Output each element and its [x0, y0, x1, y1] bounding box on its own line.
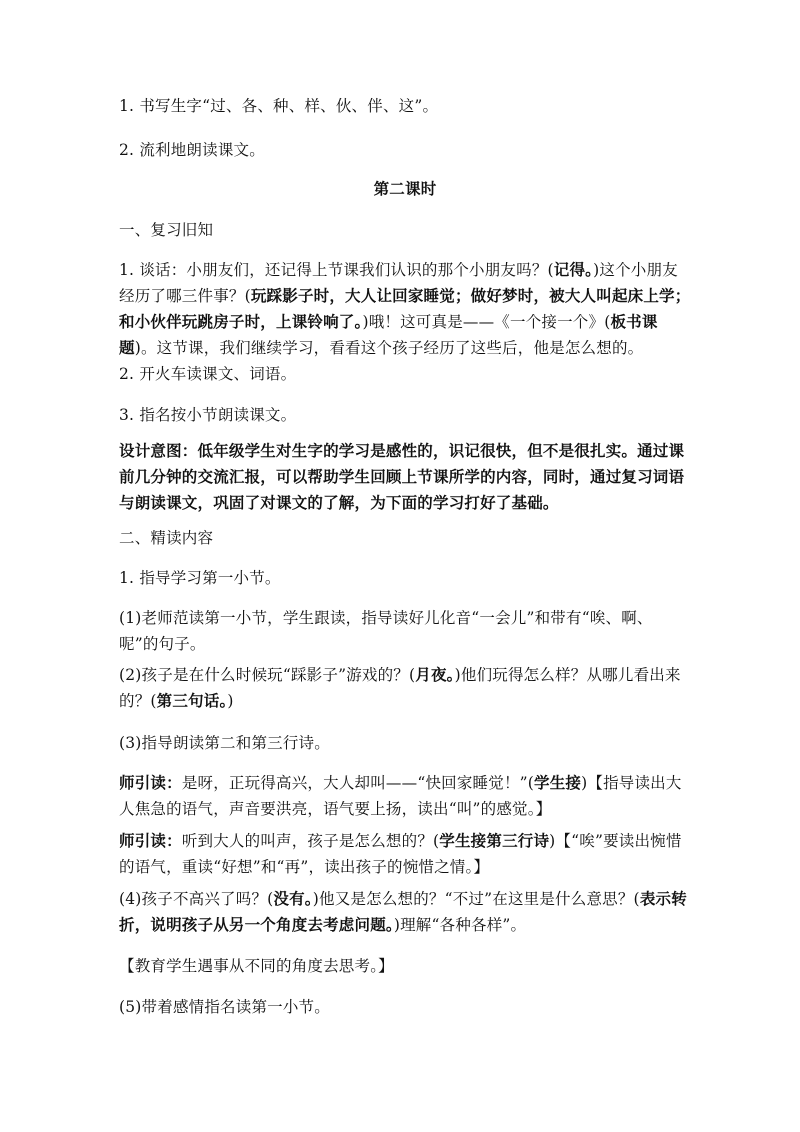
- text-run: )【指导读出大人焦急的语气，声音要洪亮，语气要上扬，读出“叫”的感觉。】: [119, 774, 682, 818]
- goal-item-1: 1. 书写生字“过、各、种、样、伙、伴、这”。: [119, 97, 439, 115]
- reading-sub-3: (3)指导朗读第二和第三行诗。: [119, 734, 330, 752]
- reading-sub-2: [119, 662, 691, 714]
- text-run: )他们玩得怎么样？从哪儿看出来的？(: [119, 666, 681, 710]
- answer-text: 表示转折，说明孩子从另一个角度去考虑问题。: [119, 890, 687, 934]
- text-run: 1. 谈话：小朋友们，还记得上节课我们认识的那个小朋友吗？(: [119, 261, 554, 279]
- answer-text: 没有。: [273, 890, 313, 908]
- lesson-title: 第二课时: [373, 180, 437, 198]
- text-run: )理解“各种各样”。: [393, 916, 527, 934]
- education-note: 【教育学生遇事从不同的角度去思考。】: [119, 957, 394, 975]
- answer-text: 记得。: [553, 261, 594, 279]
- design-intent: 设计意图：低年级学生对生字的学习是感性的，识记很快，但不是很扎实。通过课前几分钟的交流汇报，可以帮助学生回顾上节课所学的内容，同时，通过复习词语与朗读课文，巩固了对课文的了解，为下面的学习打好了基础。: [119, 442, 685, 512]
- answer-text: 第三句话。: [156, 692, 228, 710]
- section-heading-review: 一、复习旧知: [119, 221, 214, 239]
- text-run: )他又是怎么想的？“不过”在这里是什么意思？(: [312, 890, 640, 908]
- review-paragraph-3: 3. 指名按小节朗读课文。: [119, 406, 297, 424]
- text-run: ): [227, 692, 234, 710]
- review-paragraph-2: 2. 开火车读课文、词语。: [119, 365, 297, 383]
- text-run: )【“唉”要读出惋惜的语气，重读“好想”和“再”，读出孩子的惋惜之情。】: [119, 832, 682, 876]
- text-run: )。这节课，我们继续学习，看看这个孩子经历了这些后，他是怎么想的。: [134, 339, 644, 357]
- guide-label: 师引读：: [119, 832, 182, 850]
- text-run: )哦！这可真是——《一个接一个》(: [362, 313, 611, 331]
- guided-reading-2: [119, 828, 691, 880]
- answer-text: 玩踩影子时，大人让回家睡觉；做好梦时，被大人叫起床上学；和小伙伴玩跳房子时，上课铃响了。: [119, 287, 691, 331]
- goal-item-2: 2. 流利地朗读课文。: [119, 141, 265, 159]
- text-run: 听到大人的叫声，孩子是怎么想的？(: [181, 832, 440, 850]
- review-paragraph-1: [119, 257, 691, 361]
- reading-sub-5: (5)带着感情指名读第一小节。: [119, 998, 330, 1016]
- reading-sub-4: [119, 886, 691, 938]
- section-heading-reading: 二、精读内容: [119, 529, 214, 547]
- answer-text: 学生接: [534, 774, 582, 792]
- answer-text: 板书课题: [119, 313, 658, 357]
- answer-text: 学生接第三行诗: [439, 832, 550, 850]
- text-run: 是呀，正玩得高兴，大人却叫——“快回家睡觉！”(: [181, 774, 535, 792]
- answer-text: 月夜。: [415, 666, 455, 684]
- reading-item-1: 1. 指导学习第一小节。: [119, 569, 281, 587]
- reading-sub-1: (1)老师范读第一小节，学生跟读，指导读好儿化音“一会儿”和带有“唉、啊、呢”的句子。: [119, 609, 653, 653]
- text-run: )这个小朋友经历了哪三件事？(: [119, 261, 678, 305]
- text-run: (2)孩子是在什么时候玩“踩影子”游戏的？(: [119, 666, 416, 684]
- guided-reading-1: [119, 770, 691, 822]
- text-run: (4)孩子不高兴了吗？(: [119, 890, 274, 908]
- guide-label: 师引读：: [119, 774, 182, 792]
